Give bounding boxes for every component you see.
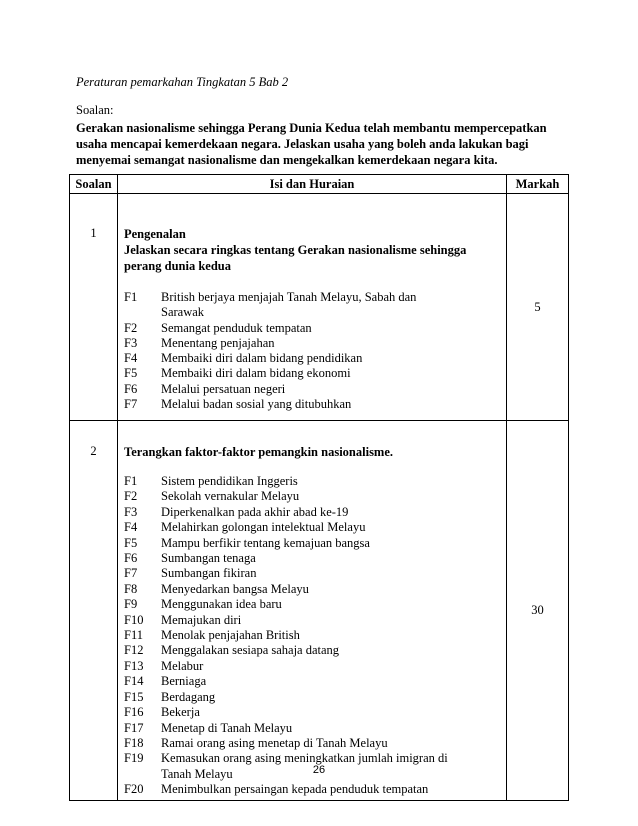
fact-item [124,782,506,797]
fact-text: Menggalakan sesiapa sahaja datang [161,643,340,658]
fact-text: Diperkenalkan pada akhir abad ke-19 [161,504,349,519]
question-label: Soalan: [76,103,114,117]
fact-code: F14 [124,674,144,689]
fact-text: Membaiki diri dalam bidang ekonomi [161,366,351,381]
fact-code: F7 [124,566,138,581]
fact-text: Memajukan diri [161,612,242,627]
fact-code: F8 [124,581,138,596]
header-isi-dan-huraian: Isi dan Huraian [118,175,507,194]
fact-code: F7 [124,397,138,412]
fact-text: Berdagang [161,689,216,704]
fact-item [124,705,506,720]
fact-code: F5 [124,535,138,550]
fact-text: Berniaga [161,674,207,689]
fact-code: F13 [124,658,144,673]
fact-item [124,613,506,628]
fact-text: Melalui badan sosial yang ditubuhkan [161,397,352,412]
fact-item [124,505,506,520]
fact-text: Membaiki diri dalam bidang pendidikan [161,351,363,366]
fact-item [124,290,506,321]
fact-code: F6 [124,381,138,396]
page-header: Peraturan pemarkahan Tingkatan 5 Bab 2 [76,75,289,89]
fact-item [124,520,506,535]
fact-code: F16 [124,705,144,720]
fact-text: Menyedarkan bangsa Melayu [161,581,309,596]
fact-item [124,721,506,736]
fact-item [124,489,506,504]
fact-code: F3 [124,335,138,350]
fact-list [124,474,506,798]
fact-code: F3 [124,504,138,519]
fact-text: Sumbangan fikiran [161,566,257,581]
fact-text: Ramai orang asing menetap di Tanah Melayu [161,735,388,750]
question-number: 2 [70,421,118,801]
fact-item [124,321,506,336]
fact-text: Menolak penjajahan British [161,628,300,643]
fact-item [124,566,506,581]
fact-item [124,351,506,366]
fact-text: Menentang penjajahan [161,335,275,350]
fact-text: Kemasukan orang asing meningkatkan jumlah imigran di Tanah Melayu [161,751,448,781]
question-text: Gerakan nasionalisme sehingga Perang Dunia Kedua telah membantu mempercepatkan usaha mencapai kemerdekaan negara. Jelaskan usaha yang boleh anda lakukan bagi menyemai semangat nasionalisme dan mengekalkan kemerdekaan negara kita. [76,121,547,167]
header-markah: Markah [507,175,569,194]
fact-code: F1 [124,290,138,304]
fact-code: F12 [124,643,144,658]
fact-item [124,551,506,566]
fact-text: Sistem pendidikan Inggeris [161,474,298,488]
fact-item [124,674,506,689]
fact-item [124,597,506,612]
fact-code: F1 [124,474,138,488]
fact-code: F5 [124,366,138,381]
question-number: 1 [70,194,118,421]
fact-text: Bekerja [161,705,200,720]
fact-code: F4 [124,520,138,535]
fact-text: Melalui persatuan negeri [161,381,286,396]
fact-code: F18 [124,735,144,750]
fact-text: Melahirkan golongan intelektual Melayu [161,520,366,535]
fact-item [124,397,506,412]
fact-item [124,536,506,551]
fact-item [124,659,506,674]
fact-item [124,582,506,597]
mark-value: 5 [507,194,569,421]
table-row [70,194,569,421]
fact-item [124,736,506,751]
fact-item [124,382,506,397]
header-soalan: Soalan [70,175,118,194]
fact-list [124,290,506,412]
fact-item [124,474,506,489]
fact-text: Sumbangan tenaga [161,551,256,566]
fact-code: F17 [124,720,144,735]
fact-text: Menggunakan idea baru [161,597,282,612]
fact-text: Menetap di Tanah Melayu [161,720,293,735]
fact-code: F10 [124,612,144,627]
mark-value: 30 [507,421,569,801]
content-cell [118,194,507,421]
fact-text: Mampu berfikir tentang kemajuan bangsa [161,535,370,550]
page-number: 26 [312,764,326,776]
fact-code: F11 [124,628,143,643]
content-cell [118,421,507,801]
fact-code: F4 [124,351,138,366]
table-header-row [70,175,569,194]
marking-scheme-table [69,174,569,801]
fact-text: British berjaya menjajah Tanah Melayu, Sabah dan Sarawak [161,290,417,320]
fact-item [124,336,506,351]
section-title: Terangkan faktor-faktor pemangkin nasionalisme. [124,445,394,459]
fact-code: F9 [124,597,138,612]
fact-text: Sekolah vernakular Melayu [161,489,300,504]
fact-code: F6 [124,551,138,566]
fact-code: F19 [124,751,144,766]
fact-code: F2 [124,320,138,335]
fact-item [124,643,506,658]
fact-code: F15 [124,689,144,704]
fact-text: Semangat penduduk tempatan [161,320,312,335]
fact-text: Melabur [161,658,204,673]
table-row [70,421,569,801]
section-title: Pengenalan [124,227,186,241]
fact-item [124,690,506,705]
fact-text: Menimbulkan persaingan kepada penduduk tempatan [161,782,429,797]
fact-item [124,366,506,381]
fact-code: F20 [124,782,144,797]
fact-item [124,628,506,643]
section-subtitle: Jelaskan secara ringkas tentang Gerakan nasionalisme sehingga perang dunia kedua [124,243,467,273]
fact-code: F2 [124,489,138,504]
